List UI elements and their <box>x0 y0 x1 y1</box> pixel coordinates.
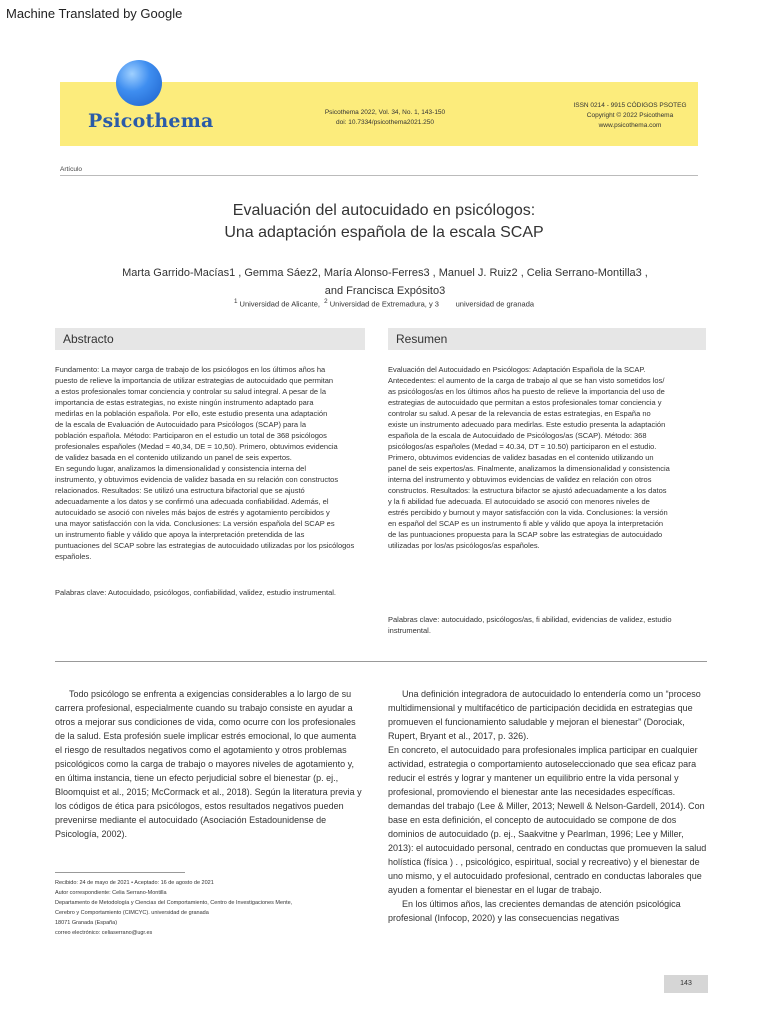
abstract-body <box>55 364 373 562</box>
text-line: medirlas en la población española. Por ello, este estudio presenta una adaptación <box>55 409 328 418</box>
affil-2: Universidad de Extremadura, y 3 <box>329 299 439 309</box>
abstract-heading: Abstracto <box>55 328 365 350</box>
author-list <box>70 264 700 300</box>
resumen-heading: Resumen <box>388 328 706 350</box>
copyright-block <box>545 101 715 131</box>
text-line: controlar su salud. A pesar de la relevancia de estas estrategias, en España no <box>388 409 651 418</box>
footnote-divider <box>55 872 185 873</box>
text-line: 18071 Granada (España) <box>55 920 118 926</box>
text-line: española de la escala de Autocuidado de Psicólogos/as (SCAP). Método: 368 <box>388 431 647 440</box>
header-divider <box>60 175 698 176</box>
issn: ISSN 0214 - 9915 CÓDIGOS PSOTEG <box>573 102 687 109</box>
abstract-divider <box>55 661 707 662</box>
article-type-label: Artículo <box>60 166 83 173</box>
page-number: 143 <box>664 975 708 993</box>
machine-translation-banner: Machine Translated by Google <box>6 6 183 21</box>
text-line: En segundo lugar, analizamos la dimensionalidad y consistencia interna del <box>55 464 306 473</box>
journal-website[interactable]: www.psicothema.com <box>598 122 662 129</box>
title-line-2: Una adaptación española de la escala SCAP <box>224 224 544 241</box>
text-line: correo electrónico: celiaserrano@ugr.es <box>55 930 153 936</box>
body-paragraph: Todo psicólogo se enfrenta a exigencias considerables a lo largo de su carrera profesional, especialmente cuando su trabajo consiste en ayudar a otros a mejorar sus condiciones de vida, como ocurre con los profesionales de la salud. Esta profesión suele implicar estrés emocional, lo que aumenta el riesgo de resultados negativos como el agotamiento y otros problemas psicológicos como la carga de trabajo o mayores niveles de agotamiento y, en última instancia, tiene un efecto perjudicial sobre el bienestar (p. ej., Bloomquist et al., 2015; McCormack et al., 2018). Según la literatura previa y los códigos de ética para psicólogos, estos resultados negativos pueden prevenirse mediante el autocuidado (Asociación Estadounidense de Psicología, 2002). <box>55 689 362 839</box>
body-paragraph: En los últimos años, las crecientes demandas de atención psicológica profesional (Infocop, 2020) y las consecuencias negativas <box>388 899 681 923</box>
body-column-right <box>388 687 708 925</box>
affil-sup-2: 2 <box>324 298 328 305</box>
affil-3: universidad de granada <box>455 299 535 309</box>
title-line-1: Evaluación del autocuidado en psicólogos: <box>232 202 536 219</box>
authors-line-1: Marta Garrido-Macías1 , Gemma Sáez2, María Alonso-Ferres3 , Manuel J. Ruiz2 , Celia Serrano-Montilla3 , <box>122 267 648 279</box>
text-line: puesto de relieve la importancia de utilizar estrategias de autocuidado que permitan <box>55 376 334 385</box>
text-line: Primero, obtuvimos evidencias de validez basadas en el contenido utilizando un <box>388 453 654 462</box>
footnotes <box>55 878 365 938</box>
affil-sup-1: 1 <box>233 298 238 305</box>
text-line: adecuadamente a los datos y se confirmó una adecuada confiabilidad. Además, el <box>55 497 329 506</box>
text-line: en español del SCAP es un instrumento fi able y válido que apoya la interpretación <box>388 519 664 528</box>
affiliations <box>60 298 708 309</box>
text-line: estrés percibido y burnout y mayor satisfacción con la vida. Conclusiones: la versión <box>388 508 668 517</box>
text-line: Fundamento: La mayor carga de trabajo de los psicólogos en los últimos años ha <box>55 365 326 374</box>
text-line: autocuidado se asoció con niveles más bajos de estrés y agotamiento percibidos y <box>55 508 330 517</box>
text-line: Antecedentes: el aumento de la carga de trabajo al que se han visto sometidos los/ <box>388 376 665 385</box>
text-line: Departamento de Metodología y Ciencias del Comportamiento, Centro de Investigaciones Mente, <box>55 900 293 906</box>
text-line: de la escala de Evaluación de Autocuidado para Psicólogos (SCAP) para la <box>55 420 306 429</box>
text-line: Cerebro y Comportamiento (CIMCYC). universidad de granada <box>55 910 209 916</box>
text-line: población española. Método: Participaron en el estudio un total de 368 psicólogos <box>55 431 327 440</box>
text-line: de las puntuaciones propuesta para la SCAP sobre las estrategias de autocuidado <box>388 530 663 539</box>
text-line: constructos. Resultados: la estructura bifactor se ajustó adecuadamente a los datos <box>388 486 667 495</box>
text-line: puntuaciones del SCAP sobre las estrategias de autocuidado utilizadas por los psicólogos españoles. <box>55 541 355 561</box>
text-line: un instrumento fiable y válido que apoya la interpretación pretendida de las <box>55 530 305 539</box>
text-line: de validez basada en el contenido utilizando un panel de seis expertos. <box>55 453 292 462</box>
article-title <box>60 200 708 244</box>
journal-volume: Psicothema 2022, Vol. 34, No. 1, 143-150 <box>324 109 446 116</box>
authors-line-2: and Francisca Expósito3 <box>324 285 446 297</box>
journal-doi[interactable]: doi: 10.7334/psicothema2021.250 <box>336 119 434 126</box>
text-line: Evaluación del Autocuidado en Psicólogos: Adaptación Española de la SCAP. <box>388 365 646 374</box>
text-line: panel de seis expertos/as. Finalmente, analizamos la dimensionalidad y consistencia <box>388 464 670 473</box>
text-line: existe un instrumento adecuado para medirlas. Este estudio presenta la adaptación <box>388 420 666 429</box>
body-column-left <box>55 687 365 841</box>
resumen-keywords: Palabras clave: autocuidado, psicólogos/as, fi abilidad, evidencias de validez, estudio instrumental. <box>388 615 672 635</box>
body-paragraph: Una definición integradora de autocuidado lo entendería como un “proceso multidimensional y multifacético de participación decidida en estrategias que promueven el funcionamiento saludable y mejoran el bienestar” (Dorociak, Rupert, Bryant et al., 2017, p. 326). <box>388 689 701 741</box>
text-line: una mayor satisfacción con la vida. Conclusiones: La versión española del SCAP es <box>55 519 335 528</box>
text-line: as psicólogos/as en los últimos años ha puesto de relieve la importancia del uso de <box>388 387 665 396</box>
text-line: relacionados. Resultados: Se utilizó una estructura bifactorial que se ajustó <box>55 486 305 495</box>
resumen-body <box>388 364 706 551</box>
logo-ball-icon <box>116 60 162 106</box>
text-line: Autor correspondiente: Celia Serrano-Montilla <box>55 890 167 896</box>
text-line: y la fi abilidad fue adecuada. El autocuidado se asoció con menores niveles de <box>388 497 650 506</box>
affil-1: Universidad de Alicante, <box>239 299 320 309</box>
copyright-line: Copyright © 2022 Psicothema <box>586 112 674 119</box>
text-line: estrategias de autocuidado que permitan a estos profesionales tomar conciencia y <box>388 398 662 407</box>
text-line: psicólogos/as españoles (Medad = 40.34, DT = 10.50) participaron en el estudio. <box>388 442 657 451</box>
journal-logo: Psicothema <box>88 110 214 132</box>
abstract-keywords: Palabras clave: Autocuidado, psicólogos, confiabilidad, validez, estudio instrumental. <box>55 588 337 597</box>
journal-citation <box>300 108 470 128</box>
text-line: a estos profesionales tomar conciencia y controlar su salud integral. A pesar de la <box>55 387 326 396</box>
text-line: utilizadas por los/as psicólogos/as españoles. <box>388 541 540 550</box>
text-line: Recibido: 24 de mayo de 2021 • Aceptado: 16 de agosto de 2021 <box>55 880 214 886</box>
body-paragraph: En concreto, el autocuidado para profesionales implica participar en cualquier actividad, estrategia o comportamiento autoseleccionado que sea eficaz para reducir el estrés y lograr y mantener un equilibrio entre la vida personal y profesional, promoviendo el bienestar ante las necesidades específicas. demandas del trabajo (Lee & Miller, 2013; Newell & Nelson-Gardell, 2014). Con base en esta definición, el concepto de autocuidado se compone de dos dominios de autocuidado (p. ej., Saakvitne y Pearlman, 1996; Lee y Miller, 2013): el autocuidado personal, centrado en conductas que promueven la salud holística (física ) . , psicológico, espiritual, social y recreativo) y el bienestar de uno mismo, y el autocuidado profesional, centrado en conductas laborales que ayuden a fomentar el bienestar en el lugar de trabajo. <box>388 745 707 895</box>
text-line: instrumento, y obtuvimos evidencia de validez basada en su relación con constructos <box>55 475 339 484</box>
text-line: interna del instrumento y obtuvimos evidencias de validez en relación con otros <box>388 475 652 484</box>
text-line: importancia de estas estrategias, no existe ningún instrumento adaptado para <box>55 398 314 407</box>
text-line: profesionales españoles (Medad = 40,34, DE = 10,50). Primero, obtuvimos evidencia <box>55 442 338 451</box>
